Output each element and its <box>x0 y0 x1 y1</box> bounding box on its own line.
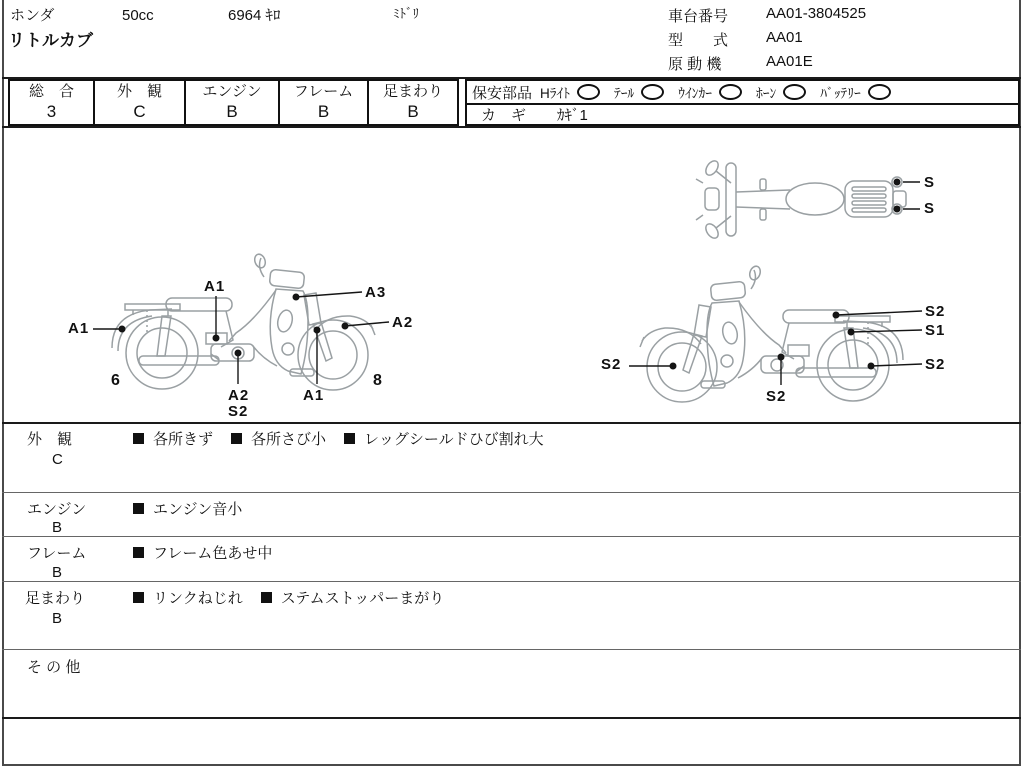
rating-label: 足まわり <box>382 83 443 100</box>
wheel-size-rear: 6 <box>111 372 120 389</box>
damage-label: S2 <box>601 356 622 373</box>
damage-label: S2 <box>925 303 946 320</box>
rating-box-exterior <box>93 79 186 126</box>
sheet-bottom-border <box>2 764 1021 766</box>
left-bike-diagram <box>112 253 375 390</box>
bullet-square-icon <box>261 592 272 603</box>
rating-boxes <box>8 79 459 126</box>
table-divider <box>2 536 1021 537</box>
damage-label: S1 <box>925 322 946 339</box>
row-label-frame: フレーム <box>27 545 87 562</box>
engine-code-row <box>668 53 813 74</box>
rating-grade: 3 <box>46 102 57 121</box>
right-bike-diagram <box>640 265 903 402</box>
bullet-square-icon <box>344 433 355 444</box>
table-divider <box>2 422 1021 424</box>
rating-box-overall <box>8 79 95 126</box>
table-divider <box>2 581 1021 582</box>
row-grade: B <box>52 610 63 627</box>
chassis-number-value: AA01-3804525 <box>766 5 867 22</box>
damage-label: A2 <box>228 387 250 404</box>
status-ok-circle-icon <box>719 84 742 100</box>
rating-grade: B <box>407 102 419 121</box>
rating-label: 外 観 <box>116 83 162 100</box>
key-label: カ ギ <box>481 106 527 124</box>
status-ok-circle-icon <box>868 84 891 100</box>
condition-text: レッグシールドひび割れ大 <box>364 431 544 448</box>
motorcycle-diagram-svg <box>0 128 1024 422</box>
key-row <box>467 105 1018 126</box>
status-ok-circle-icon <box>577 84 600 100</box>
model-code-row <box>668 29 803 50</box>
part-name: ｳｲﾝｶｰ <box>678 86 713 101</box>
damage-label: A1 <box>303 387 325 404</box>
safety-parts-row <box>467 81 1018 105</box>
top-view-diagram <box>696 159 906 241</box>
condition-item <box>261 587 445 608</box>
rating-box-undercarriage <box>367 79 459 126</box>
damage-label: S2 <box>228 403 249 420</box>
part-name: ﾎｰﾝ <box>756 86 777 101</box>
condition-text: 各所きず <box>153 431 214 448</box>
condition-item <box>133 498 242 519</box>
chassis-number-label: 車台番号 <box>668 8 729 25</box>
safety-item-horn <box>756 82 806 102</box>
status-ok-circle-icon <box>641 84 664 100</box>
safety-item-headlight <box>540 82 600 102</box>
rating-label: 総 合 <box>28 83 74 100</box>
rating-grade: B <box>317 102 330 121</box>
model-name: リトルカブ <box>8 31 93 50</box>
row-items <box>133 542 272 563</box>
model-code-label: 型 式 <box>668 32 729 49</box>
model-code-value: AA01 <box>766 29 803 46</box>
bullet-square-icon <box>133 503 144 514</box>
damage-label: S <box>924 174 936 191</box>
row-grade: C <box>52 451 63 468</box>
row-items <box>133 428 544 449</box>
row-label-engine: エンジン <box>27 501 87 518</box>
damage-label: S <box>924 200 936 217</box>
bullet-square-icon <box>133 433 144 444</box>
key-value: ｶｷﾞ1 <box>557 106 588 124</box>
condition-text: リンクねじれ <box>153 590 243 607</box>
damage-label: A2 <box>392 314 414 331</box>
safety-item-battery <box>820 82 891 102</box>
bullet-square-icon <box>133 547 144 558</box>
rating-grade: B <box>226 102 238 121</box>
mileage: 6964 ｷﾛ <box>228 7 281 24</box>
condition-text: エンジン音小 <box>153 501 243 518</box>
bullet-square-icon <box>133 592 144 603</box>
rating-box-engine <box>184 79 280 126</box>
safety-parts-title: 保安部品 <box>472 84 533 102</box>
engine-code-value: AA01E <box>766 53 813 70</box>
engine-code-label: 原 動 機 <box>668 56 722 73</box>
condition-text: 各所さび小 <box>251 431 327 448</box>
part-name: Hﾗｲﾄ <box>540 86 571 101</box>
damage-label: A1 <box>204 278 226 295</box>
condition-item <box>344 428 544 449</box>
damage-label: S2 <box>766 388 787 405</box>
row-label-other: そ の 他 <box>27 659 81 676</box>
maker-name: ホンダ <box>10 7 55 24</box>
body-color: ﾐﾄﾞﾘ <box>393 6 419 21</box>
chassis-number-row <box>668 5 866 26</box>
row-label-exterior: 外 観 <box>27 431 73 448</box>
row-grade: B <box>52 519 63 536</box>
condition-text: ステムストッパーまがり <box>280 590 445 607</box>
displacement: 50cc <box>122 7 154 24</box>
wheel-size-front: 8 <box>373 372 382 389</box>
bullet-square-icon <box>231 433 242 444</box>
status-ok-circle-icon <box>783 84 806 100</box>
damage-label: A3 <box>365 284 387 301</box>
damage-label: S2 <box>925 356 946 373</box>
rating-label: エンジン <box>202 83 262 100</box>
condition-item <box>231 428 326 449</box>
table-divider <box>2 717 1021 719</box>
condition-text: フレーム色あせ中 <box>153 545 273 562</box>
safety-parts-box <box>465 79 1020 126</box>
row-grade: B <box>52 564 63 581</box>
row-items <box>133 498 242 519</box>
row-items <box>133 587 444 608</box>
condition-item <box>133 587 243 608</box>
rating-box-frame <box>278 79 369 126</box>
part-name: ﾃｰﾙ <box>614 86 635 101</box>
row-label-undercarriage: 足まわり <box>25 590 86 607</box>
condition-item <box>133 542 272 563</box>
safety-item-tail <box>614 82 664 102</box>
rating-grade: C <box>133 102 146 121</box>
table-divider <box>2 492 1021 493</box>
damage-label: A1 <box>68 320 90 337</box>
part-name: ﾊﾞｯﾃﾘｰ <box>820 86 861 101</box>
table-divider <box>2 649 1021 650</box>
rating-label: フレーム <box>293 83 354 100</box>
condition-item <box>133 428 213 449</box>
safety-item-winker <box>678 82 742 102</box>
